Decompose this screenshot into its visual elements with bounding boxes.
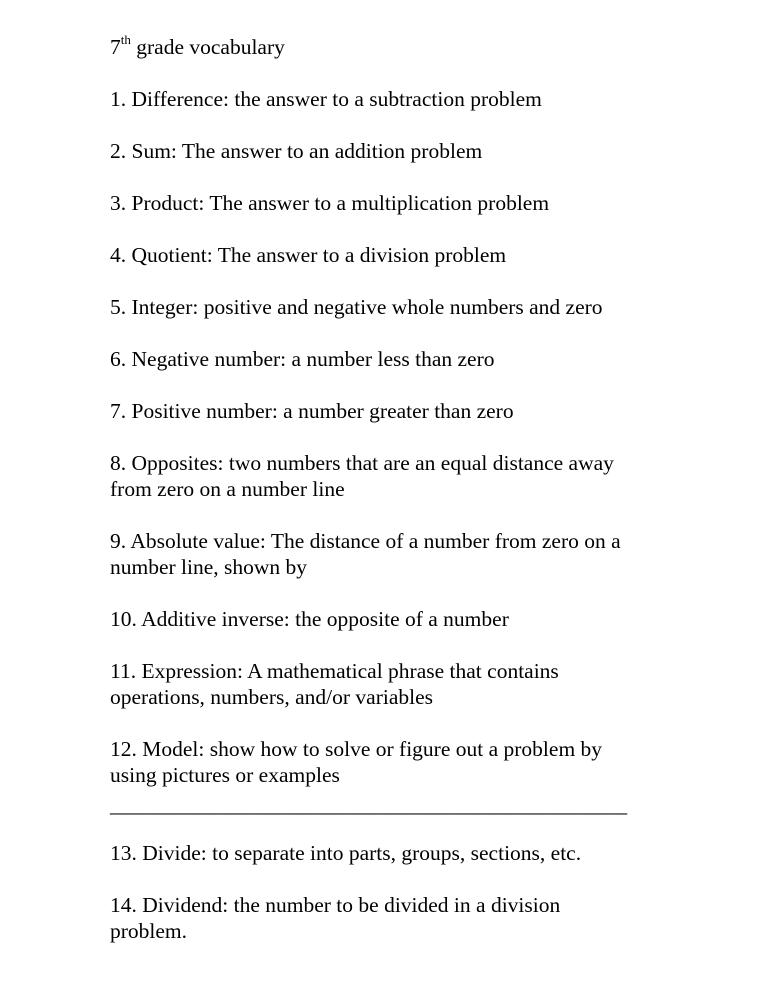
entry-line: 14. Dividend: the number to be divided in a division <box>110 893 561 917</box>
entry-line: operations, numbers, and/or variables <box>110 685 434 709</box>
vocab-entry-negative-number <box>110 346 670 372</box>
entry-line: problem. <box>110 919 188 943</box>
entry-line: from zero on a number line <box>110 477 345 501</box>
entry-line: using pictures or examples <box>110 763 340 787</box>
entry-line: 5. Integer: positive and negative whole numbers and zero <box>110 295 603 319</box>
entry-line: 9. Absolute value: The distance of a number from zero on a <box>110 529 621 553</box>
vocab-entry-expression <box>110 658 670 710</box>
vocab-entry-integer <box>110 294 670 320</box>
entry-line: 11. Expression: A mathematical phrase that contains <box>110 659 559 683</box>
section-separator: _________________________________________________ <box>110 793 627 817</box>
vocab-entry-dividend <box>110 892 670 944</box>
vocab-entry-product <box>110 190 670 216</box>
vocab-entry-absolute-value <box>110 528 670 580</box>
entry-line: 2. Sum: The answer to an addition problem <box>110 139 483 163</box>
entry-line: number line, shown by <box>110 555 308 579</box>
entry-line: 3. Product: The answer to a multiplication problem <box>110 191 550 215</box>
vocab-entry-quotient <box>110 242 670 268</box>
vocab-entry-opposites <box>110 450 670 502</box>
vocab-entry-divide <box>110 840 670 866</box>
entry-line: 4. Quotient: The answer to a division problem <box>110 243 507 267</box>
page-title <box>110 31 285 60</box>
entry-line: 12. Model: show how to solve or figure out a problem by <box>110 737 603 761</box>
entry-line: 10. Additive inverse: the opposite of a number <box>110 607 509 631</box>
vocab-entry-model <box>110 736 670 788</box>
entry-line: 7. Positive number: a number greater than zero <box>110 399 514 423</box>
vocab-entry-positive-number <box>110 398 670 424</box>
vocab-entry-sum <box>110 138 670 164</box>
vocab-entry-additive-inverse <box>110 606 670 632</box>
title-text: grade vocabulary <box>130 35 285 59</box>
entry-line: 8. Opposites: two numbers that are an equal distance away <box>110 451 614 475</box>
title-grade-number: 7 <box>110 35 121 59</box>
entry-line: 13. Divide: to separate into parts, groups, sections, etc. <box>110 841 582 865</box>
title-ordinal-suffix: th <box>120 31 131 47</box>
entry-line: 1. Difference: the answer to a subtraction problem <box>110 87 542 111</box>
entry-line: 6. Negative number: a number less than zero <box>110 347 495 371</box>
vocab-entry-difference <box>110 86 670 112</box>
